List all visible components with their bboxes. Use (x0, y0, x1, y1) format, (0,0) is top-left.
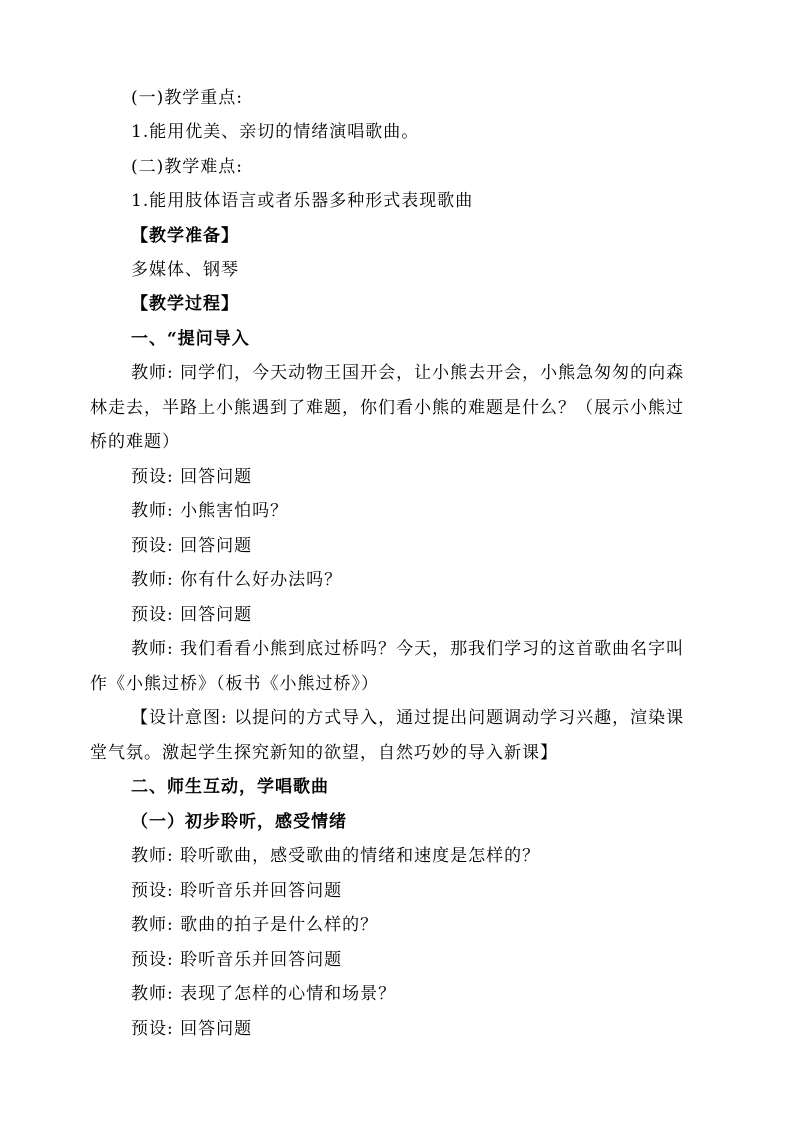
step-1-heading: 一、“提问导入 (131, 329, 250, 349)
section-teaching-process: 【教学过程】 (131, 294, 239, 314)
design-intent-line: 堂气氛。激起学生探究新知的欲望，自然巧妙的导入新课】 (90, 743, 558, 763)
paragraph-line: 林走去，半路上小熊遇到了难题，你们看小熊的难题是什么？（展示小熊过 (90, 398, 684, 418)
heading-difficulty: (二)教学难点: (131, 157, 243, 177)
preset-answer: 预设: 聆听音乐并回答问题 (131, 950, 343, 970)
teacher-question: 教师: 聆听歌曲，感受歌曲的情绪和速度是怎样的？ (131, 846, 541, 866)
teacher-question: 教师: 歌曲的拍子是什么样的？ (131, 915, 379, 935)
section-teaching-prep: 【教学准备】 (131, 226, 239, 246)
preset-answer: 预设: 回答问题 (131, 467, 253, 487)
heading-key-point: (一)教学重点: (131, 88, 243, 108)
preset-answer: 预设: 回答问题 (131, 605, 253, 625)
teaching-prep-content: 多媒体、钢琴 (131, 260, 239, 280)
paragraph-line: 教师: 同学们，今天动物王国开会，让小熊去开会，小熊急匆匆的向森 (131, 363, 685, 383)
preset-answer: 预设: 聆听音乐并回答问题 (131, 881, 343, 901)
step-2-heading: 二、师生互动，学唱歌曲 (131, 777, 329, 797)
design-intent-line: 【设计意图: 以提问的方式导入，通过提出问题调动学习兴趣，渲染课 (131, 708, 685, 728)
teacher-question: 教师: 你有什么好办法吗？ (131, 570, 343, 590)
key-point-item-1: 1.能用优美、亲切的情绪演唱歌曲。 (131, 122, 420, 142)
preset-answer: 预设: 回答问题 (131, 1019, 253, 1039)
paragraph-line: 作《小熊过桥》（板书《小熊过桥》） (90, 674, 379, 694)
paragraph-line: 教师: 我们看看小熊到底过桥吗？今天，那我们学习的这首歌曲名字叫 (131, 639, 685, 659)
paragraph-line: 桥的难题） (90, 432, 180, 452)
preset-answer: 预设: 回答问题 (131, 536, 253, 556)
difficulty-item-1: 1.能用肢体语言或者乐器多种形式表现歌曲 (131, 191, 474, 211)
subsection-heading: （一）初步聆听，感受情绪 (131, 812, 347, 832)
teacher-question: 教师: 小熊害怕吗？ (131, 501, 289, 521)
teacher-question: 教师: 表现了怎样的心情和场景？ (131, 984, 397, 1004)
